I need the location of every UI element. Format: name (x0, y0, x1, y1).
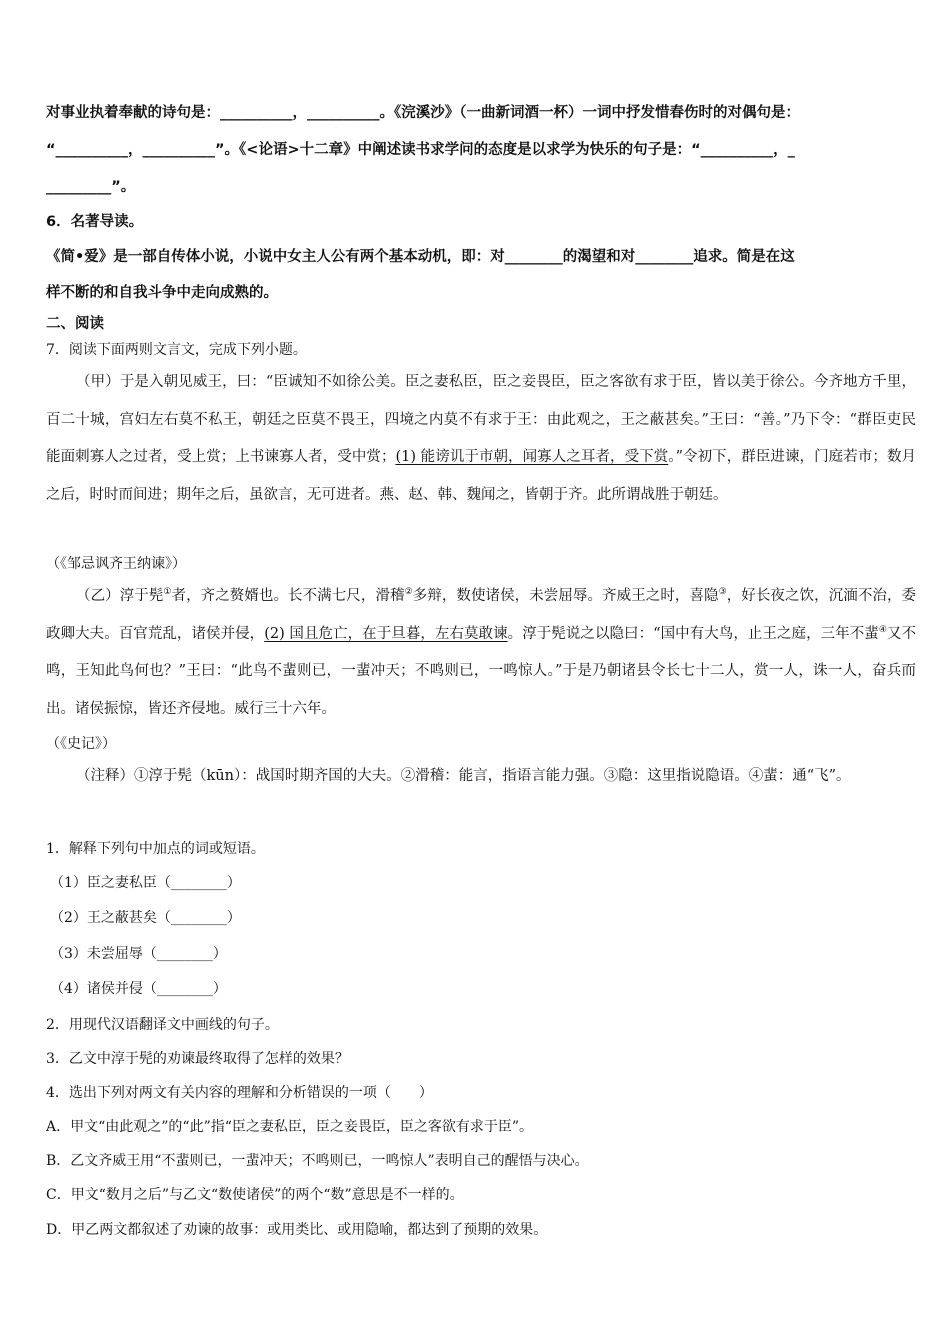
q7-title: 7．阅读下面两则文言文，完成下列小题。 (46, 342, 307, 358)
passage-yi-text-5: 。淳于髡说之以隐曰：“国中有大鸟，止王之庭，三年不蜚 (507, 625, 879, 642)
q6-line2: 样不断的和自我斗争中走向成熟的。 (46, 285, 278, 301)
sub1-item-2: （2）王之蔽甚矣（________） (50, 910, 241, 926)
q5-line3: _________”。 (46, 179, 136, 195)
passage-yi-text: （乙）淳于髡 (76, 588, 164, 604)
sub1-item-4: （4）诸侯并侵（________） (50, 981, 227, 997)
footnote-marker-2: ② (404, 587, 413, 598)
footnote-marker-4: ④ (878, 624, 887, 635)
option-d: D．甲乙两文都叙述了劝谏的故事：或用类比、或用隐喻，都达到了预期的效果。 (46, 1222, 548, 1238)
q6-line1: 《简•爱》是一部自传体小说，小说中女主人公有两个基本动机，即：对________的渴望和对________追求。简是在这 (46, 249, 795, 265)
passage-yi (46, 578, 916, 728)
passage-yi-text-6: 又不鸣，王知此鸟何也？”王曰：“此鸟不蜚则已，一蜚冲天；不鸣则已，一鸣惊人。”于是乃朝诸县令长七十二人，赏一人，诛一人，奋兵而出。诸侯振惊，皆还齐侵地。威行三十六年。 (46, 625, 917, 717)
sub1-item-1: （1）臣之妻私臣（________） (50, 875, 241, 891)
passage-yi-text-3: 多辩，数使诸侯，未尝屈辱。齐威王之时，喜隐 (412, 588, 719, 604)
sub-question-2: 2．用现代汉语翻译文中画线的句子。 (46, 1017, 279, 1033)
option-c: C．甲文“数月之后”与乙文“数使诸侯”的两个“数”意思是不一样的。 (46, 1187, 464, 1203)
passage-jia-text-end: 。”令初下，群臣进谏，门庭若市；数月之后，时时而间进；期年之后，虽欲言，无可进者。燕、赵、韩、魏闻之，皆朝于齐。此所谓战胜于朝廷。 (46, 449, 917, 503)
annotation-note: （注释）①淳于髡（kūn）：战国时期齐国的大夫。②滑稽：能言，指语言能力强。③隐：这里指说隐语。④蜚：通“飞”。 (76, 768, 851, 784)
footnote-marker-3: ③ (718, 587, 727, 598)
q5-line1: 对事业执着奉献的诗句是：__________，__________。《浣溪沙》（一曲新词酒一杯）一词中抒发惜春伤时的对偶句是： (46, 105, 800, 121)
sub1-item-3: （3）未尝屈辱（________） (50, 946, 227, 962)
underlined-sentence-1: (1) 能谤讥于市朝，闻寡人之耳者，受下赏 (395, 449, 669, 465)
sub-question-4: 4．选出下列对两文有关内容的理解和分析错误的一项（ ） (46, 1085, 433, 1101)
q5-line2: “__________，__________”。《<论语>十二章》中阐述读书求学问的态度是以求学为快乐的句子是：“__________，_ (46, 142, 795, 158)
option-b: B．乙文齐威王用“不蜚则已，一蜚冲天；不鸣则已，一鸣惊人”表明自己的醒悟与决心。 (46, 1153, 589, 1169)
passage-yi-source: （《史记》） (46, 736, 116, 752)
underlined-sentence-2: (2) 国且危亡，在于旦暮，左右莫敢谏 (264, 625, 508, 642)
section-title-reading: 二、阅读 (46, 316, 104, 332)
passage-jia-source: （《邹忌讽齐王纳谏》） (46, 556, 186, 572)
passage-yi-text-2: 者，齐之赘婿也。长不满七尺，滑稽 (171, 588, 405, 604)
passage-jia (46, 364, 916, 514)
passage-yi-text-4: ，好长夜之饮，沉湎不治，委政卿大夫。百官荒乱，诸侯并侵， (46, 588, 917, 642)
passage-jia-text: （甲）于是入朝见威王，曰：“臣诚知不如徐公美。臣之妻私臣，臣之妾畏臣，臣之客欲有求于臣，皆以美于徐公。今齐地方千里，百二十城，宫妇左右莫不私王，朝廷之臣莫不畏王，四境之内莫不有求于王：由此观之，王之蔽甚矣。”王曰：“善。”乃下令：“群臣吏民能面刺寡人之过者，受上赏；上书谏寡人者，受中赏； (46, 374, 916, 465)
sub-question-3: 3．乙文中淳于髡的劝谏最终取得了怎样的效果？ (46, 1051, 349, 1067)
q6-title: 6．名著导读。 (46, 214, 144, 230)
sub-question-1: 1．解释下列句中加点的词或短语。 (46, 841, 265, 857)
option-a: A．甲文“由此观之”的“此”指“臣之妻私臣，臣之妾畏臣，臣之客欲有求于臣”。 (46, 1119, 534, 1135)
footnote-marker-1: ① (163, 587, 172, 598)
